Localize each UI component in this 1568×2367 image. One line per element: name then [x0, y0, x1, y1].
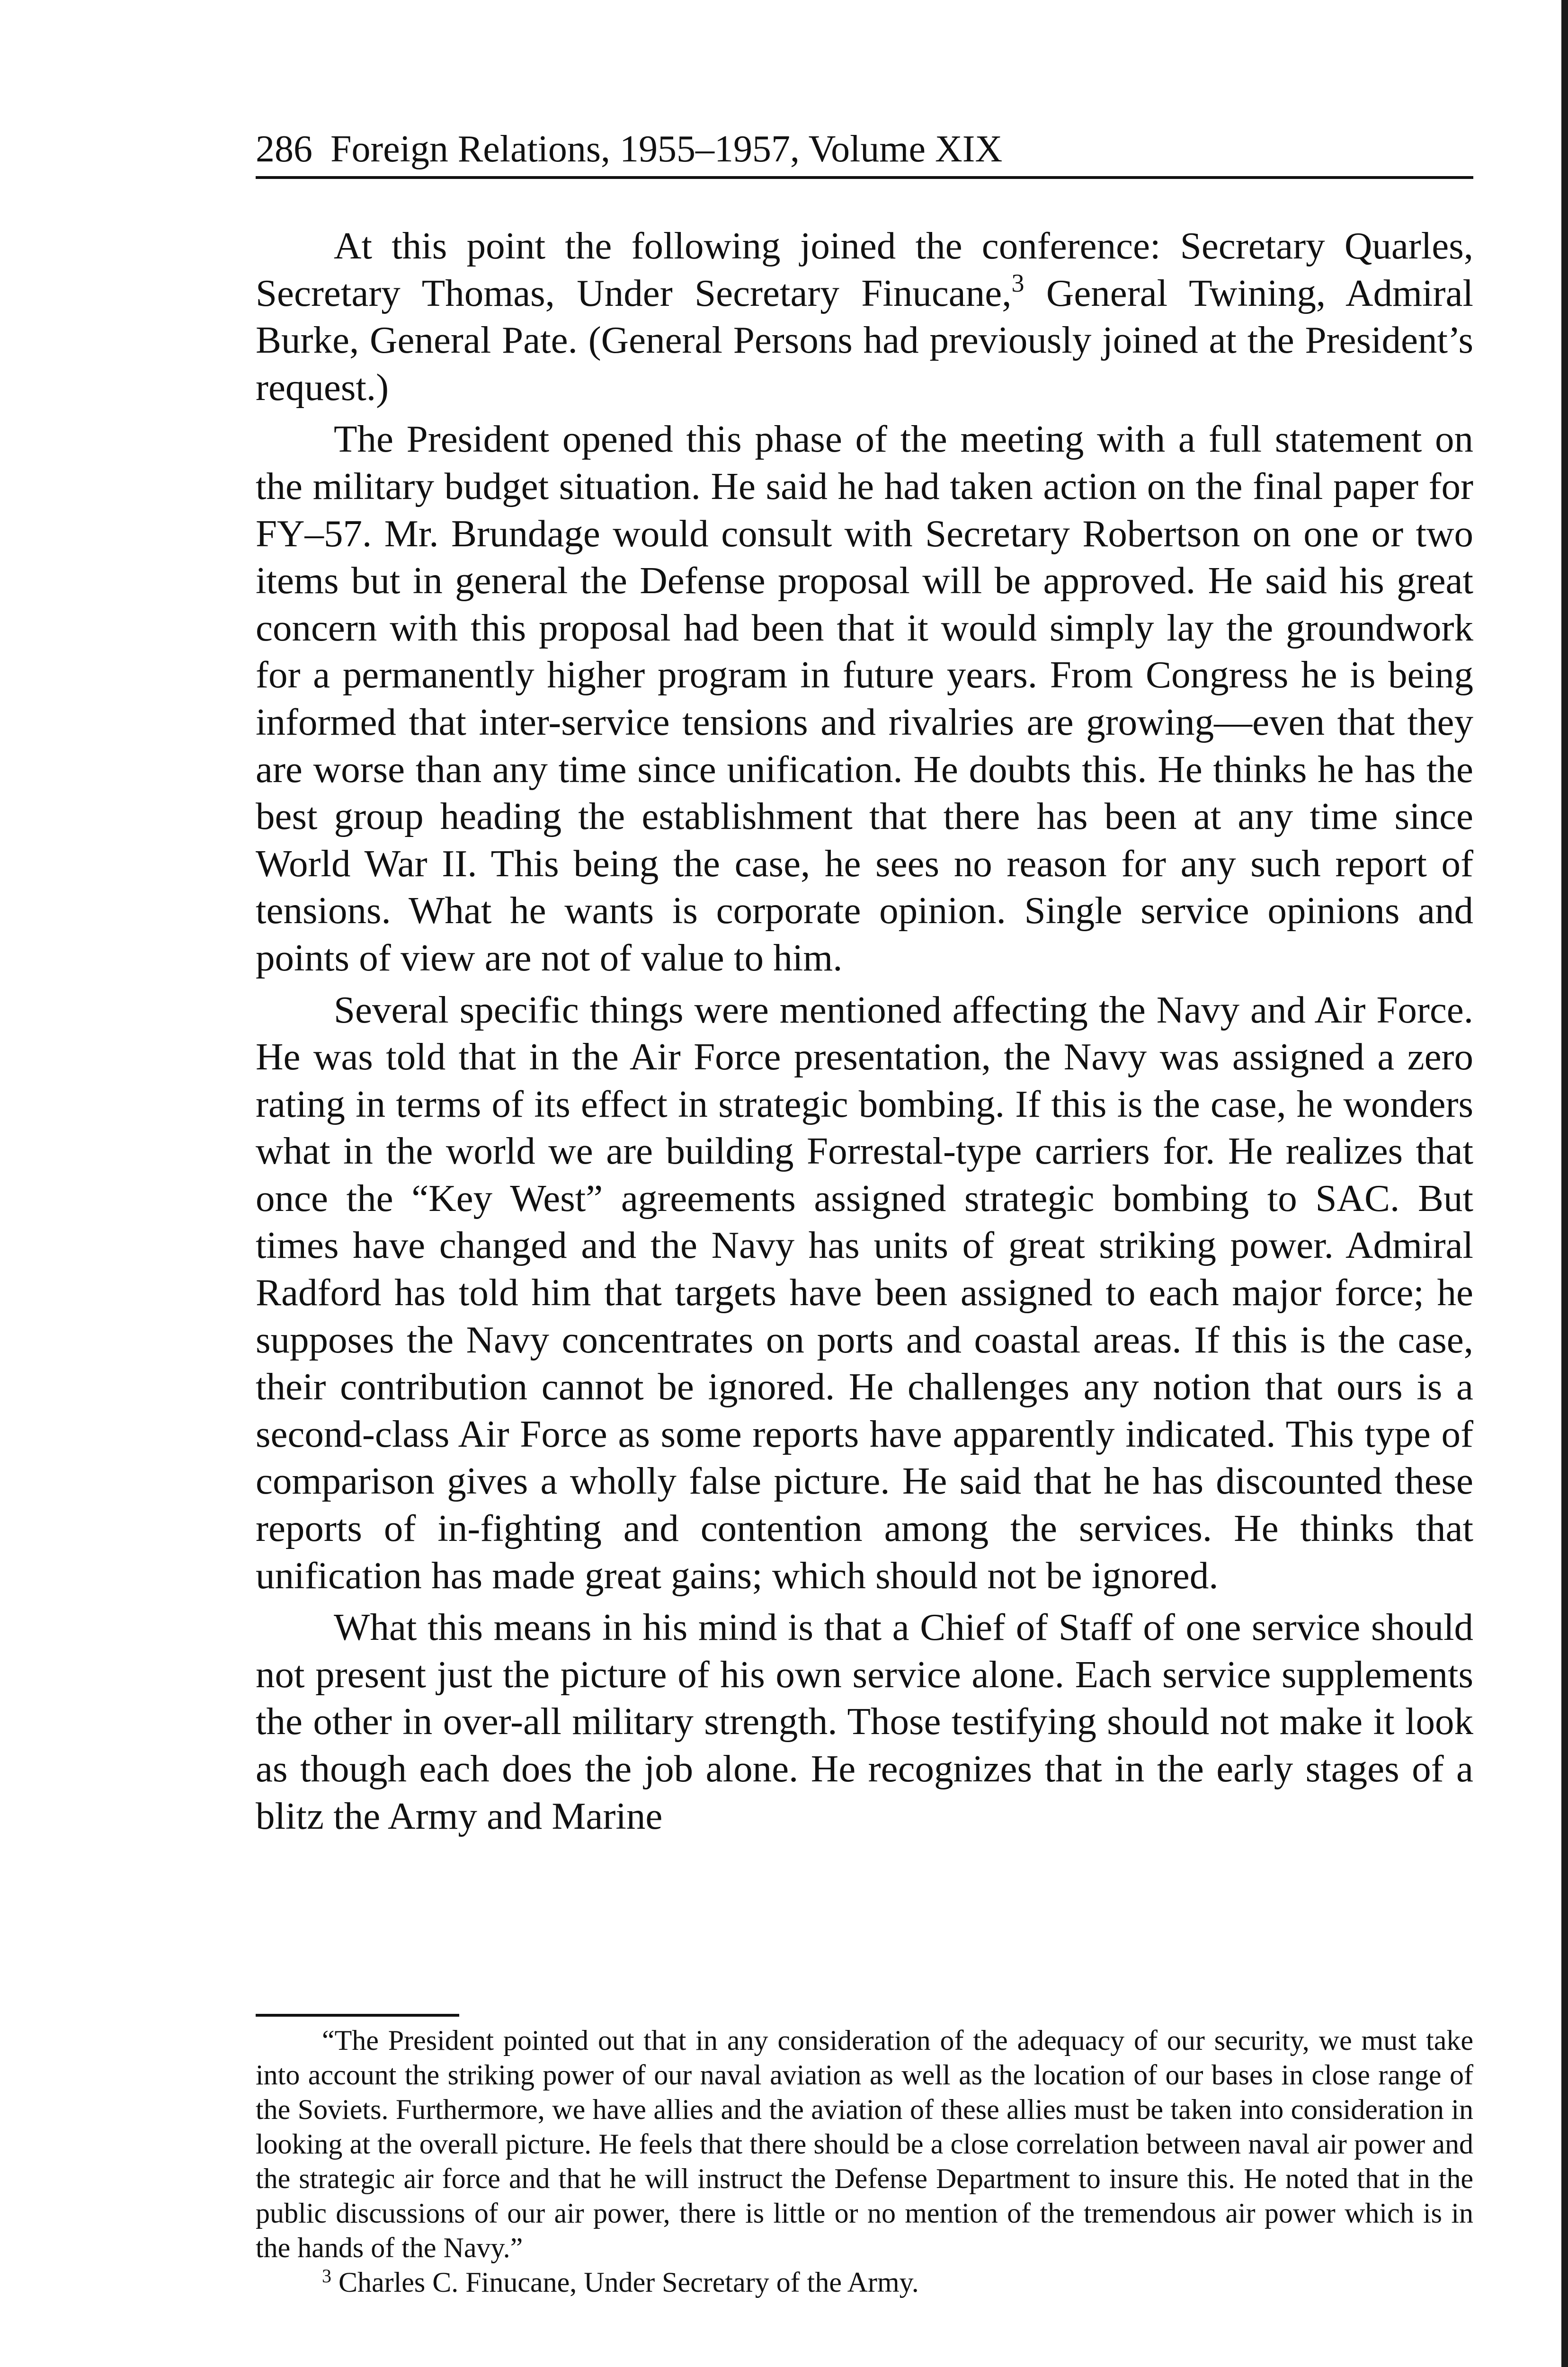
- footnote-3: [256, 2265, 1473, 2300]
- paragraph: [256, 222, 1473, 411]
- paragraph-text: At this point the following joined the conference: Secretary Quarles, Secretary Thomas, Under Secretary Finucane,: [256, 224, 1473, 314]
- running-header: [256, 122, 1473, 179]
- footnote-marker: 3: [322, 2265, 331, 2287]
- paragraph: Several specific things were mentioned affecting the Navy and Air Force. He was told that in the Air Force presentation, the Navy was assigned a zero rating in terms of its effect in strategic bombing. If this is the case, he wonders what in the world we are building Forrestal-type carriers for. He realizes that once the “Key West” agreements assigned strategic bombing to SAC. But times have changed and the Navy has units of great striking power. Admiral Radford has told him that targets have been assigned to each major force; he supposes the Navy concentrates on ports and coastal areas. If this is the case, their contribution cannot be ignored. He challenges any notion that ours is a second-class Air Force as some reports have apparently indicated. This type of comparison gives a wholly false picture. He said that he has discounted these reports of in-fighting and contention among the services. He thinks that unification has made great gains; which should not be ignored.: [256, 988, 1473, 1597]
- footnotes: [256, 2023, 1473, 2300]
- page-number: 286: [256, 128, 312, 170]
- paragraph: The President opened this phase of the meeting with a full statement on the military budget situation. He said he had taken action on the final paper for FY–57. Mr. Brundage would consult with Secretary Robertson on one or two items but in general the Defense proposal will be approved. He said his great concern with this proposal had been that it would simply lay the groundwork for a permanently higher program in future years. From Congress he is being informed that inter-service tensions and rivalries are growing—even that they are worse than any time since unification. He doubts this. He thinks he has the best group heading the establishment that there has been at any time since World War II. This being the case, he sees no reason for any such report of tensions. What he wants is corporate opinion. Single service opinions and points of view are not of value to him.: [256, 418, 1473, 979]
- footnote-continued: “The President pointed out that in any consideration of the adequacy of our security, we must take into account the striking power of our naval aviation as well as the location of our bases in close range of the Soviets. Furthermore, we have allies and the aviation of these allies must be taken into consideration in looking at the overall picture. He feels that there should be a close correlation between naval air power and the strategic air force and that he will instruct the Defense Department to insure this. He noted that in the public discussions of our air power, there is little or no mention of the tremendous air power which is in the hands of the Navy.”: [256, 2025, 1473, 2263]
- paragraph: What this means in his mind is that a Chief of Staff of one service should not present just the picture of his own service alone. Each service supplements the other in over-all military strength. Those testifying should not make it look as though each does the job alone. He recognizes that in the early stages of a blitz the Army and Marine: [256, 1606, 1473, 1837]
- paragraph-text: General Twining, Admiral Burke, General Pate. (General Persons had previously joined at the President’s request.): [256, 271, 1473, 409]
- footnote-text: Charles C. Finucane, Under Secretary of the Army.: [331, 2267, 919, 2298]
- main-text: [256, 222, 1473, 1844]
- footnote-reference: 3: [1011, 268, 1025, 297]
- page-edge: [1561, 0, 1568, 2367]
- running-title: Foreign Relations, 1955–1957, Volume XIX: [330, 128, 1003, 170]
- footnote-divider: [256, 2014, 459, 2017]
